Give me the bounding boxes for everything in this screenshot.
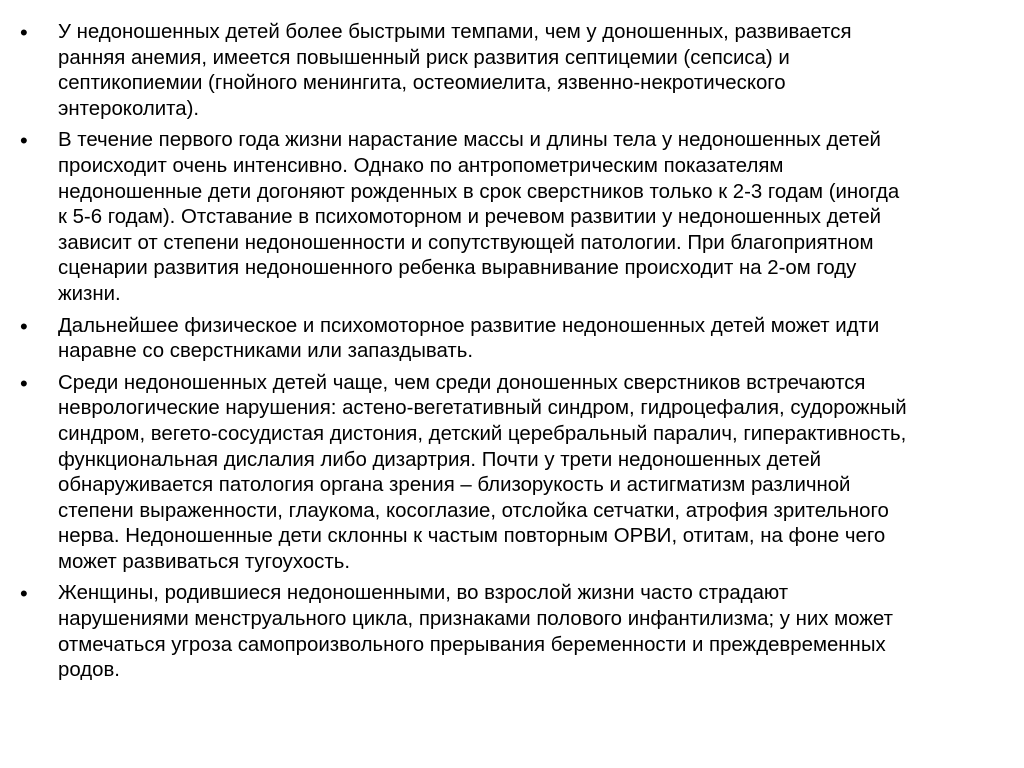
bullet-text	[58, 128, 1010, 307]
text-line: степени выраженности, глаукома, косоглазие, отслойка сетчатки, атрофия зрительного	[58, 499, 889, 522]
bullet-icon: •	[20, 20, 28, 45]
bullet-item	[20, 314, 1010, 365]
bullet-text	[58, 314, 1010, 365]
text-line: недоношенные дети догоняют рожденных в срок сверстников только к 2-3 годам (иногда	[58, 180, 900, 203]
text-line: нерва. Недоношенные дети склонны к частым повторным ОРВИ, отитам, на фоне чего	[58, 525, 886, 548]
bullet-item	[20, 371, 1010, 576]
text-line: зависит от степени недоношенности и сопутствующей патологии. При благоприятном	[58, 231, 874, 254]
bullet-item	[20, 20, 1010, 122]
text-line: обнаруживается патология органа зрения – близорукость и астигматизм различной	[58, 474, 851, 497]
text-line: неврологические нарушения: астено-вегетативный синдром, гидроцефалия, судорожный	[58, 397, 907, 420]
bullet-icon: •	[20, 581, 28, 607]
text-line: родов.	[58, 659, 120, 682]
text-line: синдром, вегето-сосудистая дистония, детский церебральный паралич, гиперактивность,	[58, 422, 907, 445]
text-line: к 5-6 годам). Отставание в психомоторном и речевом развитии у недоношенных детей	[58, 206, 882, 229]
bullet-icon: •	[20, 128, 28, 154]
text-line: сценарии развития недоношенного ребенка выравнивание происходит на 2-ом году	[58, 257, 857, 280]
bullet-item	[20, 581, 1010, 683]
text-line: Женщины, родившиеся недоношенными, во взрослой жизни часто страдают	[58, 582, 789, 605]
text-line: нарушениями менструального цикла, признаками полового инфантилизма; у них может	[58, 608, 893, 631]
text-line: отмечаться угроза самопроизвольного прерывания беременности и преждевременных	[58, 633, 886, 656]
text-line: происходит очень интенсивно. Однако по антропометрическим показателям	[58, 154, 784, 177]
bullet-icon: •	[20, 370, 28, 396]
text-line: Среди недоношенных детей чаще, чем среди доношенных сверстников встречаются	[58, 371, 866, 394]
bullet-text	[58, 581, 1010, 683]
bullet-text	[58, 371, 1010, 576]
text-line: жизни.	[58, 282, 121, 305]
text-line: У недоношенных детей более быстрыми темпами, чем у доношенных, развивается	[58, 21, 852, 43]
bullet-item	[20, 128, 1010, 307]
text-line: функциональная дислалия либо дизартрия. Почти у трети недоношенных детей	[58, 448, 822, 471]
text-line: ранняя анемия, имеется повышенный риск развития септицемии (сепсиса) и	[58, 46, 790, 69]
text-line: может развиваться тугоухость.	[58, 550, 351, 573]
text-line: септикопиемии (гнойного менингита, остеомиелита, язвенно-некротического	[58, 72, 786, 95]
bullet-icon: •	[20, 313, 28, 339]
text-line: В течение первого года жизни нарастание массы и длины тела у недоношенных детей	[58, 129, 881, 152]
text-line: наравне со сверстниками или запаздывать.	[58, 340, 474, 363]
bullet-list	[20, 20, 1010, 690]
bullet-text	[58, 20, 1010, 122]
text-line: энтероколита).	[58, 97, 200, 120]
text-line: Дальнейшее физическое и психомоторное развитие недоношенных детей может идти	[58, 314, 880, 337]
